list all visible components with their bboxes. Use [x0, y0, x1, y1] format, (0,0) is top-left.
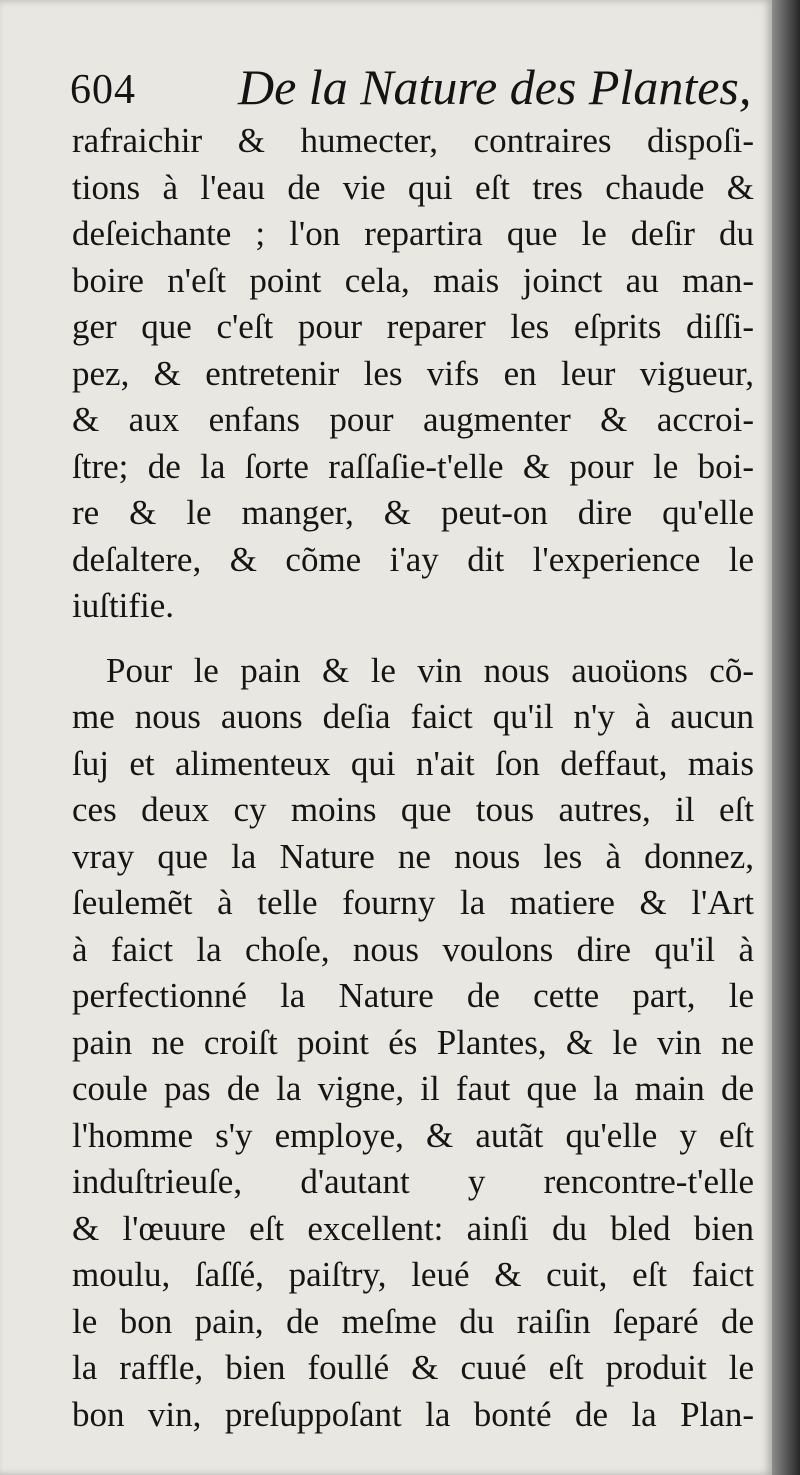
text-line: re & le manger, & peut-on dire qu'elle — [72, 493, 754, 532]
page-header — [70, 52, 750, 122]
text-line: à faict la choſe, nous voulons dire qu'il à — [72, 929, 754, 969]
text-line: boire n'eſt point cela, mais joinct au man- — [72, 260, 754, 300]
text-line: tions à l'eau de vie qui eſt tres chaude & — [72, 167, 754, 207]
text-line: bon vin, preſuppoſant la bonté de la Plan- — [72, 1394, 754, 1434]
text-line: ſtre; de la ſorte raſſaſie-t'elle & pour le boi- — [72, 446, 754, 486]
text-line: vray que la Nature ne nous les à donnez, — [72, 836, 754, 876]
text-line: me nous auons deſia faict qu'il n'y à aucun — [72, 697, 754, 736]
running-title: De la Nature des Plantes, — [238, 59, 752, 115]
text-line: ſuj et alimenteux qui n'ait ſon deffaut, mais — [72, 743, 754, 783]
paragraph-1 — [72, 118, 754, 630]
text-line: ces deux cy moins que tous autres, il eſt — [72, 790, 754, 829]
text-line: deſaltere, & cõme i'ay dit l'experience le — [72, 539, 754, 579]
text-line: ſeulemẽt à telle fourny la matiere & l'Art — [72, 883, 754, 922]
text-line: iuſtifie. — [72, 586, 175, 625]
text-line: perfectionné la Nature de cette part, le — [72, 976, 754, 1015]
text-line: ger que c'eſt pour reparer les eſprits diſſi- — [72, 307, 754, 346]
text-line: pain ne croiſt point és Plantes, & le vin ne — [72, 1022, 754, 1062]
page-gutter-shadow — [772, 0, 800, 1475]
text-line: Pour le pain & le vin nous auoüons cõ- — [106, 650, 754, 690]
paragraph-gap — [72, 630, 754, 648]
text-line: rafraichir & humecter, contraires dispoſi- — [72, 121, 754, 160]
text-line: moulu, ſaſſé, paiſtry, leué & cuit, eſt faict — [72, 1255, 754, 1294]
text-line: induſtrieuſe, d'autant y rencontre-t'elle — [72, 1162, 754, 1201]
text-line: l'homme s'y employe, & autãt qu'elle y eſt — [72, 1115, 754, 1155]
text-line: deſeichante ; l'on repartira que le deſir du — [72, 214, 754, 253]
text-line: & l'œuure eſt excellent: ainſi du bled bien — [72, 1208, 754, 1248]
page-number: 604 — [70, 67, 136, 113]
body-text — [72, 118, 754, 1438]
text-line: & aux enfans pour augmenter & accroi- — [72, 400, 754, 439]
paragraph-2 — [72, 648, 754, 1439]
text-line: pez, & entretenir les vifs en leur vigueur, — [72, 353, 754, 393]
text-line: coule pas de la vigne, il faut que la main de — [72, 1069, 754, 1108]
text-line: la raffle, bien foullé & cuué eſt produit le — [72, 1348, 754, 1387]
text-line: le bon pain, de meſme du raiſin ſeparé de — [72, 1301, 754, 1341]
